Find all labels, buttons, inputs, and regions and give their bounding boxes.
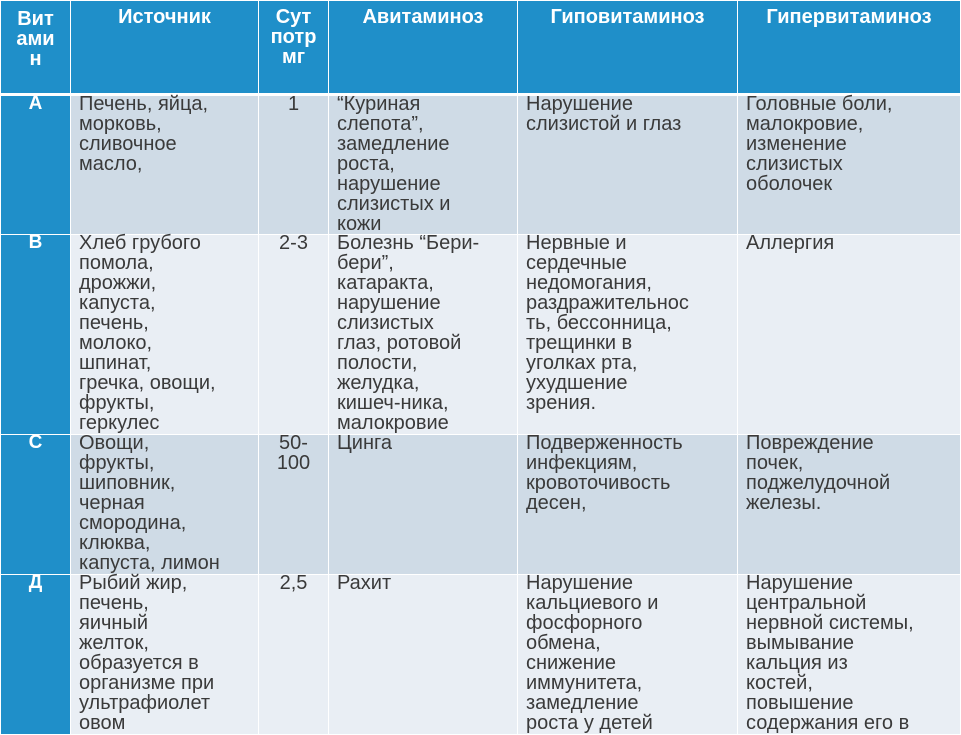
header-vitamin: Вит ами н [1,1,71,95]
vitamin-cell: А [1,95,71,235]
hypovitaminosis-cell: Нервные и сердечные недомогания, раздражительнос ть, бессонница, трещинки в уголках рта, ухудшение зрения. [518,235,738,435]
header-avitaminosis: Авитаминоз [329,1,518,95]
hypervitaminosis-cell: Аллергия [738,235,961,435]
table-header-row [1,1,961,95]
daily-cell: 2,5 [259,575,329,735]
source-cell: Овощи, фрукты, шиповник, черная смородина, клюква, капуста, лимон [71,435,259,575]
header-source: Источник [71,1,259,95]
avitaminosis-cell: “Куриная слепота”, замедление роста, нарушение слизистых и кожи [329,95,518,235]
avitaminosis-cell: Цинга [329,435,518,575]
header-daily: Сут потр мг [259,1,329,95]
daily-cell: 2-3 [259,235,329,435]
vitamin-cell: В [1,235,71,435]
source-cell: Рыбий жир, печень, яичный желток, образуется в организме при ультрафиолет овом [71,575,259,735]
hypovitaminosis-cell: Нарушение слизистой и глаз [518,95,738,235]
hypervitaminosis-cell: Головные боли, малокровие, изменение слизистых оболочек [738,95,961,235]
header-hypervitaminosis: Гипервитаминоз [738,1,961,95]
hypovitaminosis-cell: Нарушение кальциевого и фосфорного обмена, снижение иммунитета, замедление роста у детей [518,575,738,735]
table-row [1,235,961,435]
hypervitaminosis-cell: Повреждение почек, поджелудочной железы. [738,435,961,575]
table-row [1,575,961,735]
vitamin-cell: С [1,435,71,575]
daily-cell: 50- 100 [259,435,329,575]
avitaminosis-cell: Рахит [329,575,518,735]
hypervitaminosis-cell: Нарушение центральной нервной системы, вымывание кальция из костей, повышение содержания его в [738,575,961,735]
table-row [1,435,961,575]
table-row [1,95,961,235]
source-cell: Печень, яйца, морковь, сливочное масло, [71,95,259,235]
header-hypovitaminosis: Гиповитаминоз [518,1,738,95]
source-cell: Хлеб грубого помола, дрожжи, капуста, печень, молоко, шпинат, гречка, овощи, фрукты, геркулес [71,235,259,435]
avitaminosis-cell: Болезнь “Бери- бери”, катаракта, нарушение слизистых глаз, ротовой полости, желудка, кишеч-ника, малокровие [329,235,518,435]
daily-cell: 1 [259,95,329,235]
vitamin-cell: Д [1,575,71,735]
hypovitaminosis-cell: Подверженность инфекциям, кровоточивость десен, [518,435,738,575]
